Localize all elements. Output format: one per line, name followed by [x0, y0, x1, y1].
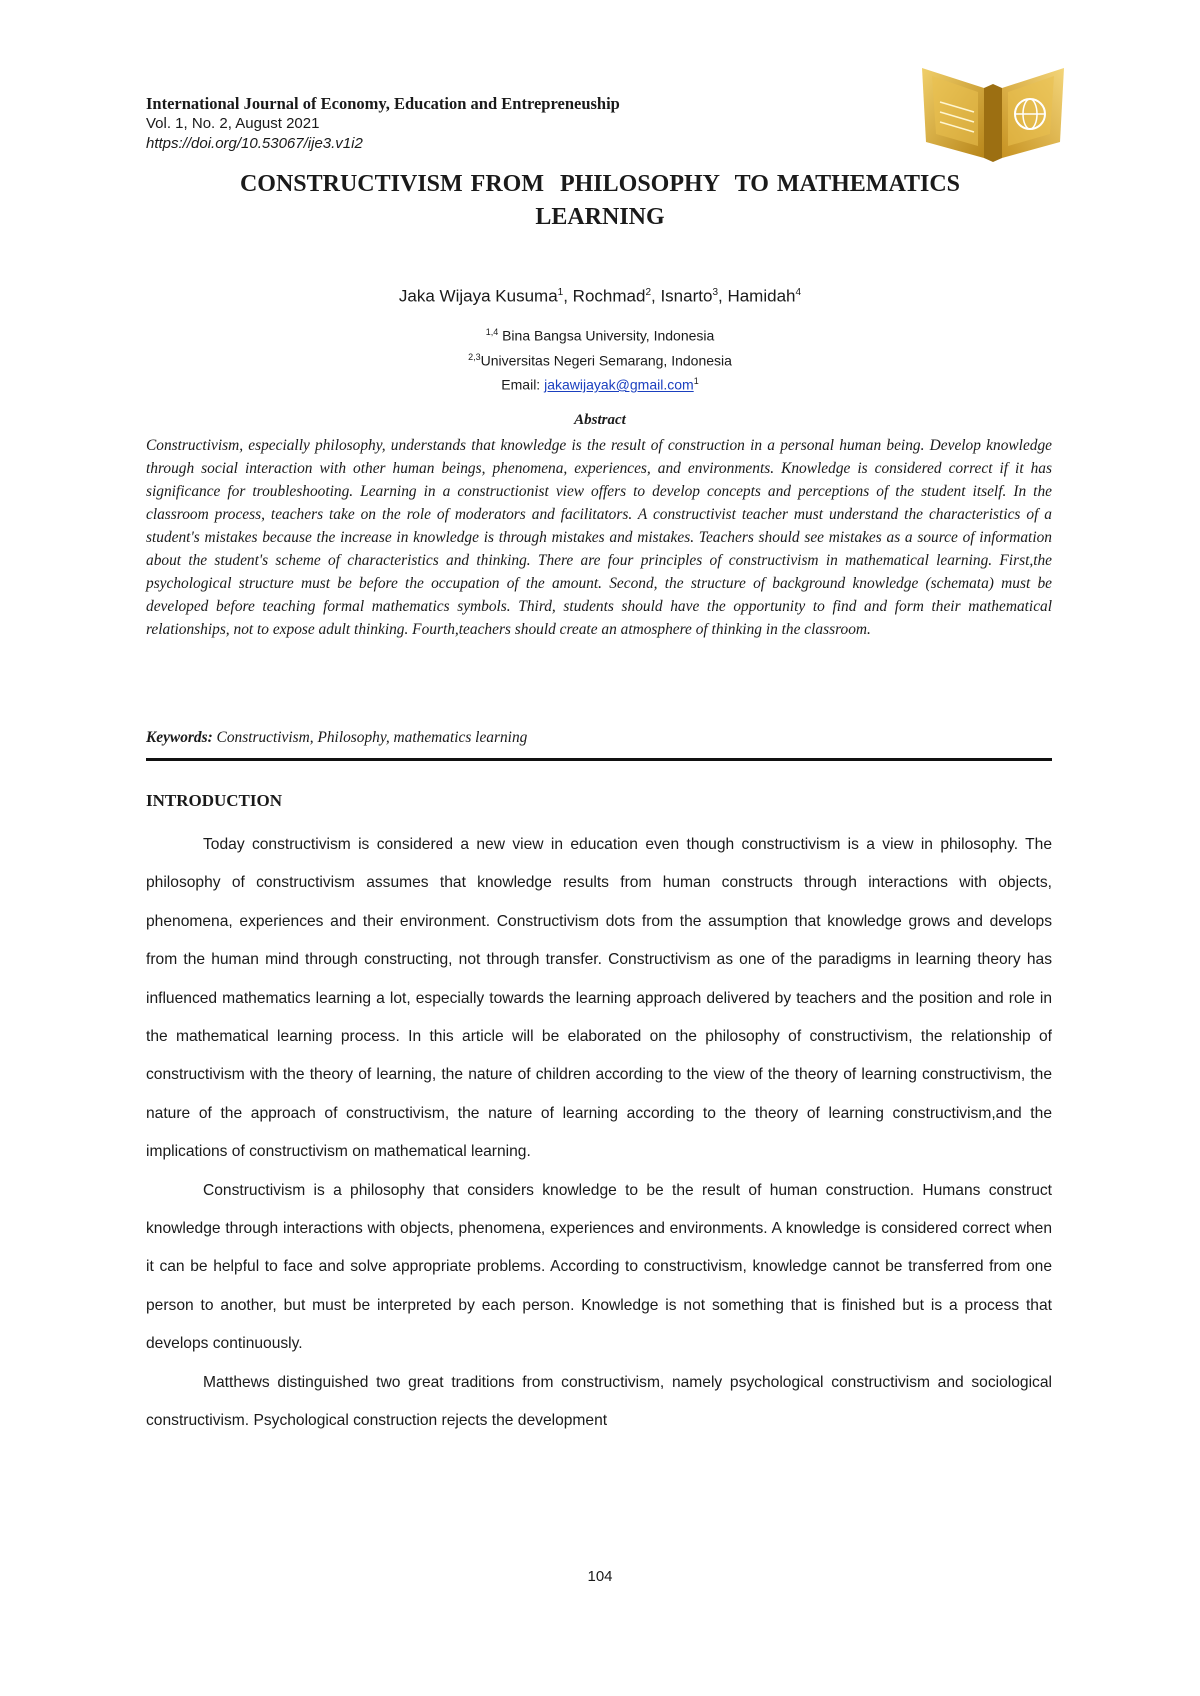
paper-title-line-2: LEARNING: [535, 204, 665, 230]
journal-volume: Vol. 1, No. 2, August 2021: [146, 115, 320, 132]
keywords-text: Constructivism, Philosophy, mathematics learning: [212, 729, 528, 746]
abstract-heading: Abstract: [574, 412, 626, 428]
page-number: 104: [587, 1568, 613, 1585]
affiliations: [140, 322, 1060, 396]
keywords-line: [146, 728, 1052, 748]
affiliation-line: [140, 322, 1060, 347]
email-link[interactable]: jakawijayak@gmail.com: [544, 376, 694, 393]
author-sup: 4: [795, 287, 802, 298]
paper-title: [140, 168, 1060, 234]
keywords-label: Keywords:: [146, 729, 213, 746]
journal-header: [146, 94, 906, 154]
author-name: Hamidah: [727, 286, 796, 306]
body-paragraph: Constructivism is a philosophy that considers knowledge to be the result of human construction. Humans construct knowledge through interactions with objects, phenomena, experiences and environments. A knowledge is considered correct when it can be helpful to face and solve appropriate problems. According to constructivism, knowledge cannot be transferred from one person to another, but must be interpreted by each person. Knowledge is not something that is finished but is a process that develops continuously.: [146, 1181, 1052, 1353]
journal-name: International Journal of Economy, Education and Entrepreneuship: [146, 94, 620, 113]
affiliation-line: [140, 347, 1060, 372]
open-book-logo-icon: [918, 62, 1068, 162]
abstract-body: Constructivism, especially philosophy, understands that knowledge is the result of construction in a personal human being. Develop knowledge through social interaction with other human beings, phenomena, experiences, and environments. Knowledge is considered correct if it has significance for troubleshooting. Learning in a constructionist view offers to develop concepts and perceptions of the student itself. In the classroom process, teachers take on the role of moderators and facilitators. A constructivist teacher must understand the characteristics of a student's mistakes because the increase in knowledge is through mistakes and mistakes. Teachers should see mistakes as a source of information about the student's scheme of characteristics and thinking. There are four principles of constructivism in mathematical learning. First,the psychological structure must be before the occupation of the amount. Second, the structure of background knowledge (schemata) must be developed before teaching formal mathematics symbols. Third, students should have the opportunity to find and form their mathematical relationships, not to expose adult thinking. Fourth,teachers should create an atmosphere of thinking in the classroom.: [146, 437, 1052, 638]
journal-doi-link[interactable]: https://doi.org/10.53067/ije3.v1i2: [146, 135, 363, 152]
body-paragraph: Today constructivism is considered a new view in education even though constructivism is a view in philosophy. The philosophy of constructivism assumes that knowledge results from human constructs through interactions with objects, phenomena, experiences and their environment. Constructivism dots from the assumption that knowledge grows and develops from the human mind through constructing, not through transfer. Constructivism as one of the paradigms in learning theory has influenced mathematics learning a lot, especially towards the learning approach delivered by teachers and the position and role in the mathematical learning process. In this article will be elaborated on the philosophy of constructivism, the relationship of constructivism with the theory of learning, the nature of children according to the view of the theory of learning constructivism, the nature of the approach of constructivism, the nature of learning according to the theory of learning constructivism,and the implications of constructivism on mathematical learning.: [146, 836, 1052, 1161]
paper-title-line-1: CONSTRUCTIVISM FROM PHILOSOPHY TO MATHEMATICS: [239, 171, 961, 197]
section-divider: [146, 758, 1052, 761]
body-paragraph: Matthews distinguished two great traditions from constructivism, namely psychological constructivism and sociological constructivism. Psychological construction rejects the development: [146, 1373, 1052, 1430]
email-label: Email:: [501, 376, 545, 393]
email-sup: 1: [693, 376, 699, 387]
author-name: Rochmad: [572, 286, 646, 306]
affiliation-sup: 1,4: [485, 327, 499, 337]
author-sup: 3: [712, 287, 718, 298]
author-name: Isnarto: [660, 286, 713, 306]
author-list: Jaka Wijaya Kusuma$^1$, Rochmad$^2$, Isnarto$^3$, Hamidah$^4$: [398, 286, 802, 306]
introduction-heading: INTRODUCTION: [146, 791, 283, 810]
affiliation-text: Bina Bangsa University, Indonesia: [498, 327, 715, 344]
author-sup: 1: [557, 287, 564, 298]
email-line: [140, 371, 1060, 396]
introduction-body: [146, 826, 1052, 1441]
affiliation-sup: 2,3: [468, 351, 481, 362]
author-name: Jaka Wijaya Kusuma: [398, 286, 558, 306]
affiliation-text: Universitas Negeri Semarang, Indonesia: [480, 352, 732, 369]
author-sup: 2: [645, 287, 651, 298]
